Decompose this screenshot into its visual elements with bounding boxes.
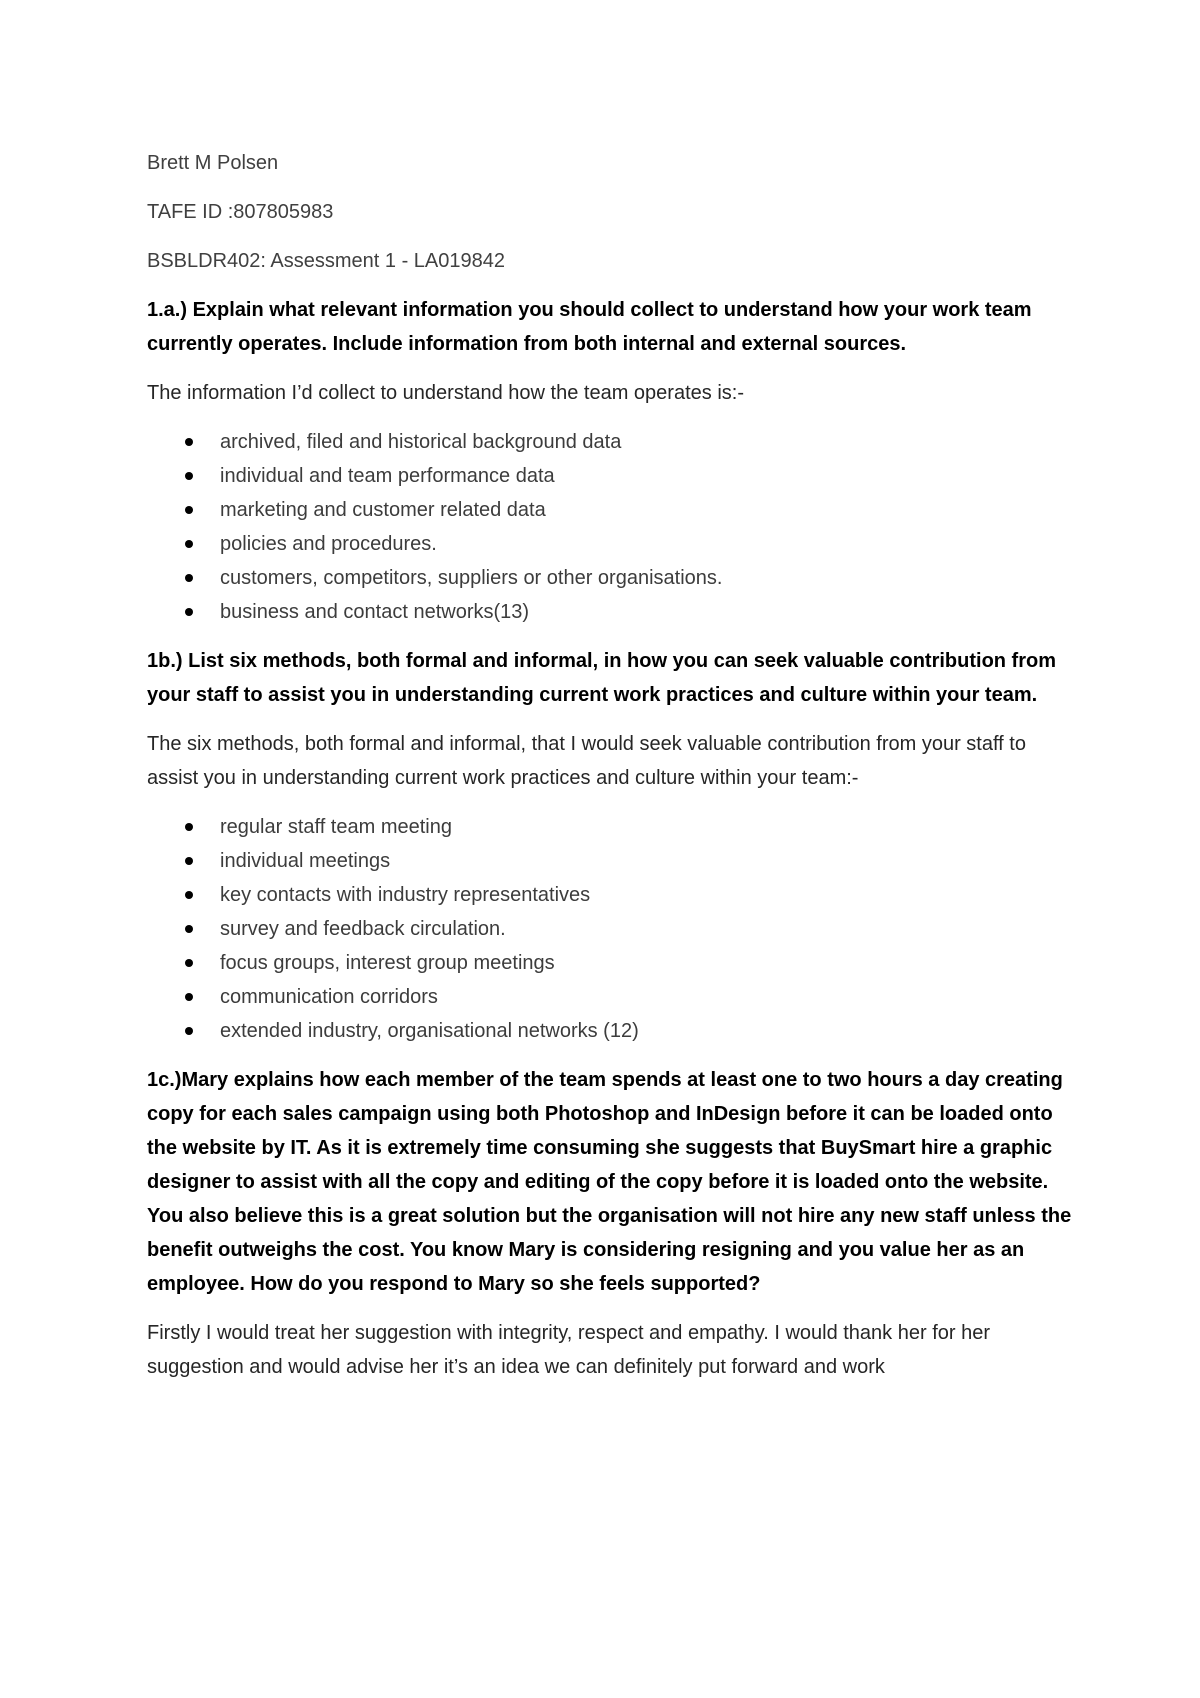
bullet-icon: [185, 925, 193, 933]
list-item: marketing and customer related data: [147, 493, 1077, 527]
question-1c: 1c.)Mary explains how each member of the team spends at least one to two hours a day creating copy for each sales campaign using both Photoshop and InDesign before it can be loaded onto the website by IT. As it is extremely time consuming she suggests that BuySmart hire a graphic designer to assist with all the copy and editing of the copy before it is loaded onto the website. You also believe this is a great solution but the organisation will not hire any new staff unless the benefit outweighs the cost. You know Mary is considering resigning and you value her as an employee. How do you respond to Mary so she feels supported?: [147, 1069, 1072, 1295]
list-item: survey and feedback circulation.: [147, 912, 1077, 946]
list-item: focus groups, interest group meetings: [147, 946, 1077, 980]
bullet-icon: [185, 506, 193, 514]
list-item: regular staff team meeting: [147, 810, 1077, 844]
bullet-icon: [185, 959, 193, 967]
answer-1c: Firstly I would treat her suggestion with integrity, respect and empathy. I would thank her for her suggestion and would advise her it’s an idea we can definitely put forward and work: [147, 1322, 990, 1378]
list-item: policies and procedures.: [147, 527, 1077, 561]
bullet-icon: [185, 891, 193, 899]
list-item: customers, competitors, suppliers or other organisations.: [147, 561, 1077, 595]
list-item: extended industry, organisational networks (12): [147, 1014, 1077, 1048]
list-item: archived, filed and historical background data: [147, 425, 1077, 459]
bullet-icon: [185, 857, 193, 865]
question-1a: 1.a.) Explain what relevant information you should collect to understand how your work team currently operates. Include information from both internal and external sources.: [147, 299, 1032, 355]
course-code: BSBLDR402: Assessment 1 - LA019842: [147, 250, 505, 272]
bullet-icon: [185, 540, 193, 548]
question-1b: 1b.) List six methods, both formal and informal, in how you can seek valuable contribution from your staff to assist you in understanding current work practices and culture within your team.: [147, 650, 1057, 706]
tafe-id: TAFE ID :807805983: [147, 201, 334, 223]
list-item: communication corridors: [147, 980, 1077, 1014]
answer-1b-intro: The six methods, both formal and informal, that I would seek valuable contribution from your staff to assist you in understanding current work practices and culture within your team:-: [147, 733, 1026, 789]
bullet-icon: [185, 472, 193, 480]
bullet-icon: [185, 1027, 193, 1035]
list-item: individual and team performance data: [147, 459, 1077, 493]
bullet-icon: [185, 574, 193, 582]
bullet-icon: [185, 438, 193, 446]
bullet-icon: [185, 608, 193, 616]
author-name: Brett M Polsen: [147, 152, 279, 174]
list-item: business and contact networks(13): [147, 595, 1077, 629]
document-page: [147, 146, 1077, 1399]
answer-1b-list: [147, 810, 1077, 1048]
bullet-icon: [185, 993, 193, 1001]
list-item: key contacts with industry representatives: [147, 878, 1077, 912]
bullet-icon: [185, 823, 193, 831]
answer-1a-list: [147, 425, 1077, 629]
list-item: individual meetings: [147, 844, 1077, 878]
answer-1a-intro: The information I’d collect to understand how the team operates is:-: [147, 382, 744, 404]
